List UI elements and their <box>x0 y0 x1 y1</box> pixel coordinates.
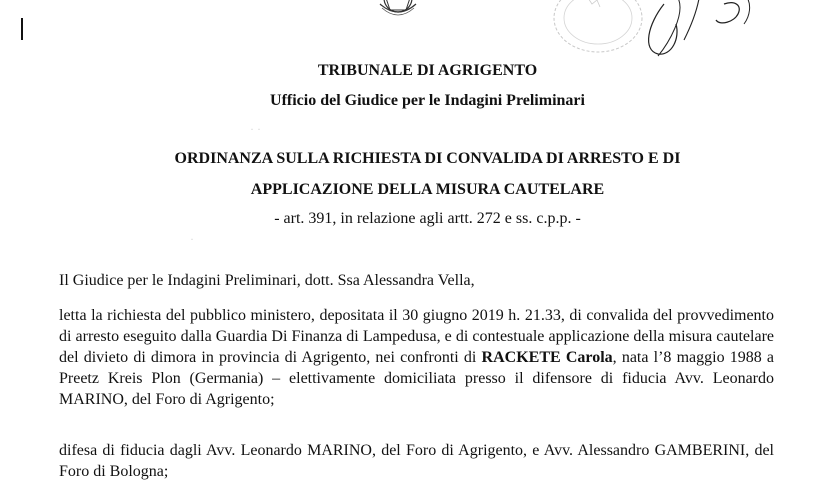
document-title-line1: ORDINANZA SULLA RICHIESTA DI CONVALIDA DI ARRESTO E DI <box>174 150 681 167</box>
court-name: TRIBUNALE DI AGRIGENTO <box>317 62 538 79</box>
document-subtitle: - art. 391, in relazione agli artt. 272 e ss. c.p.p. - <box>274 210 581 227</box>
defendant-name: RACKETE Carola <box>481 349 613 366</box>
republic-emblem-icon <box>372 0 424 20</box>
request-paragraph <box>59 305 774 410</box>
court-office: Ufficio del Giudice per le Indagini Preliminari <box>270 92 585 109</box>
margin-mark <box>21 18 23 40</box>
document-title-line2: APPLICAZIONE DELLA MISURA CAUTELARE <box>250 181 605 198</box>
request-text-start: letta la richiesta del pubblico ministero, depositata il 30 giugno 2019 h. 21.33, di convalida del provvedimento di arresto eseguito dalla Guardia Di Finanza di Lampedusa, e di contestuale applicazione della misura cautelare del divieto di dimora in provincia di Agrigento, nei confronti di <box>59 307 774 366</box>
show-through-mark: · · <box>250 122 261 136</box>
defense-paragraph: difesa di fiducia dagli Avv. Leonardo MARINO, del Foro di Agrigento, e Avv. Alessandro GAMBERINI, del Foro di Bologna; <box>59 442 774 480</box>
show-through-mark: · <box>190 232 194 246</box>
judge-paragraph: Il Giudice per le Indagini Preliminari, dott. Ssa Alessandra Vella, <box>59 272 475 289</box>
request-text-end: , nata l’8 maggio 1988 a Preetz Kreis Plon (Germania) – elettivamente domiciliata presso il difensore di fiducia Avv. Leonardo MARINO, del Foro di Agrigento; <box>59 349 775 408</box>
